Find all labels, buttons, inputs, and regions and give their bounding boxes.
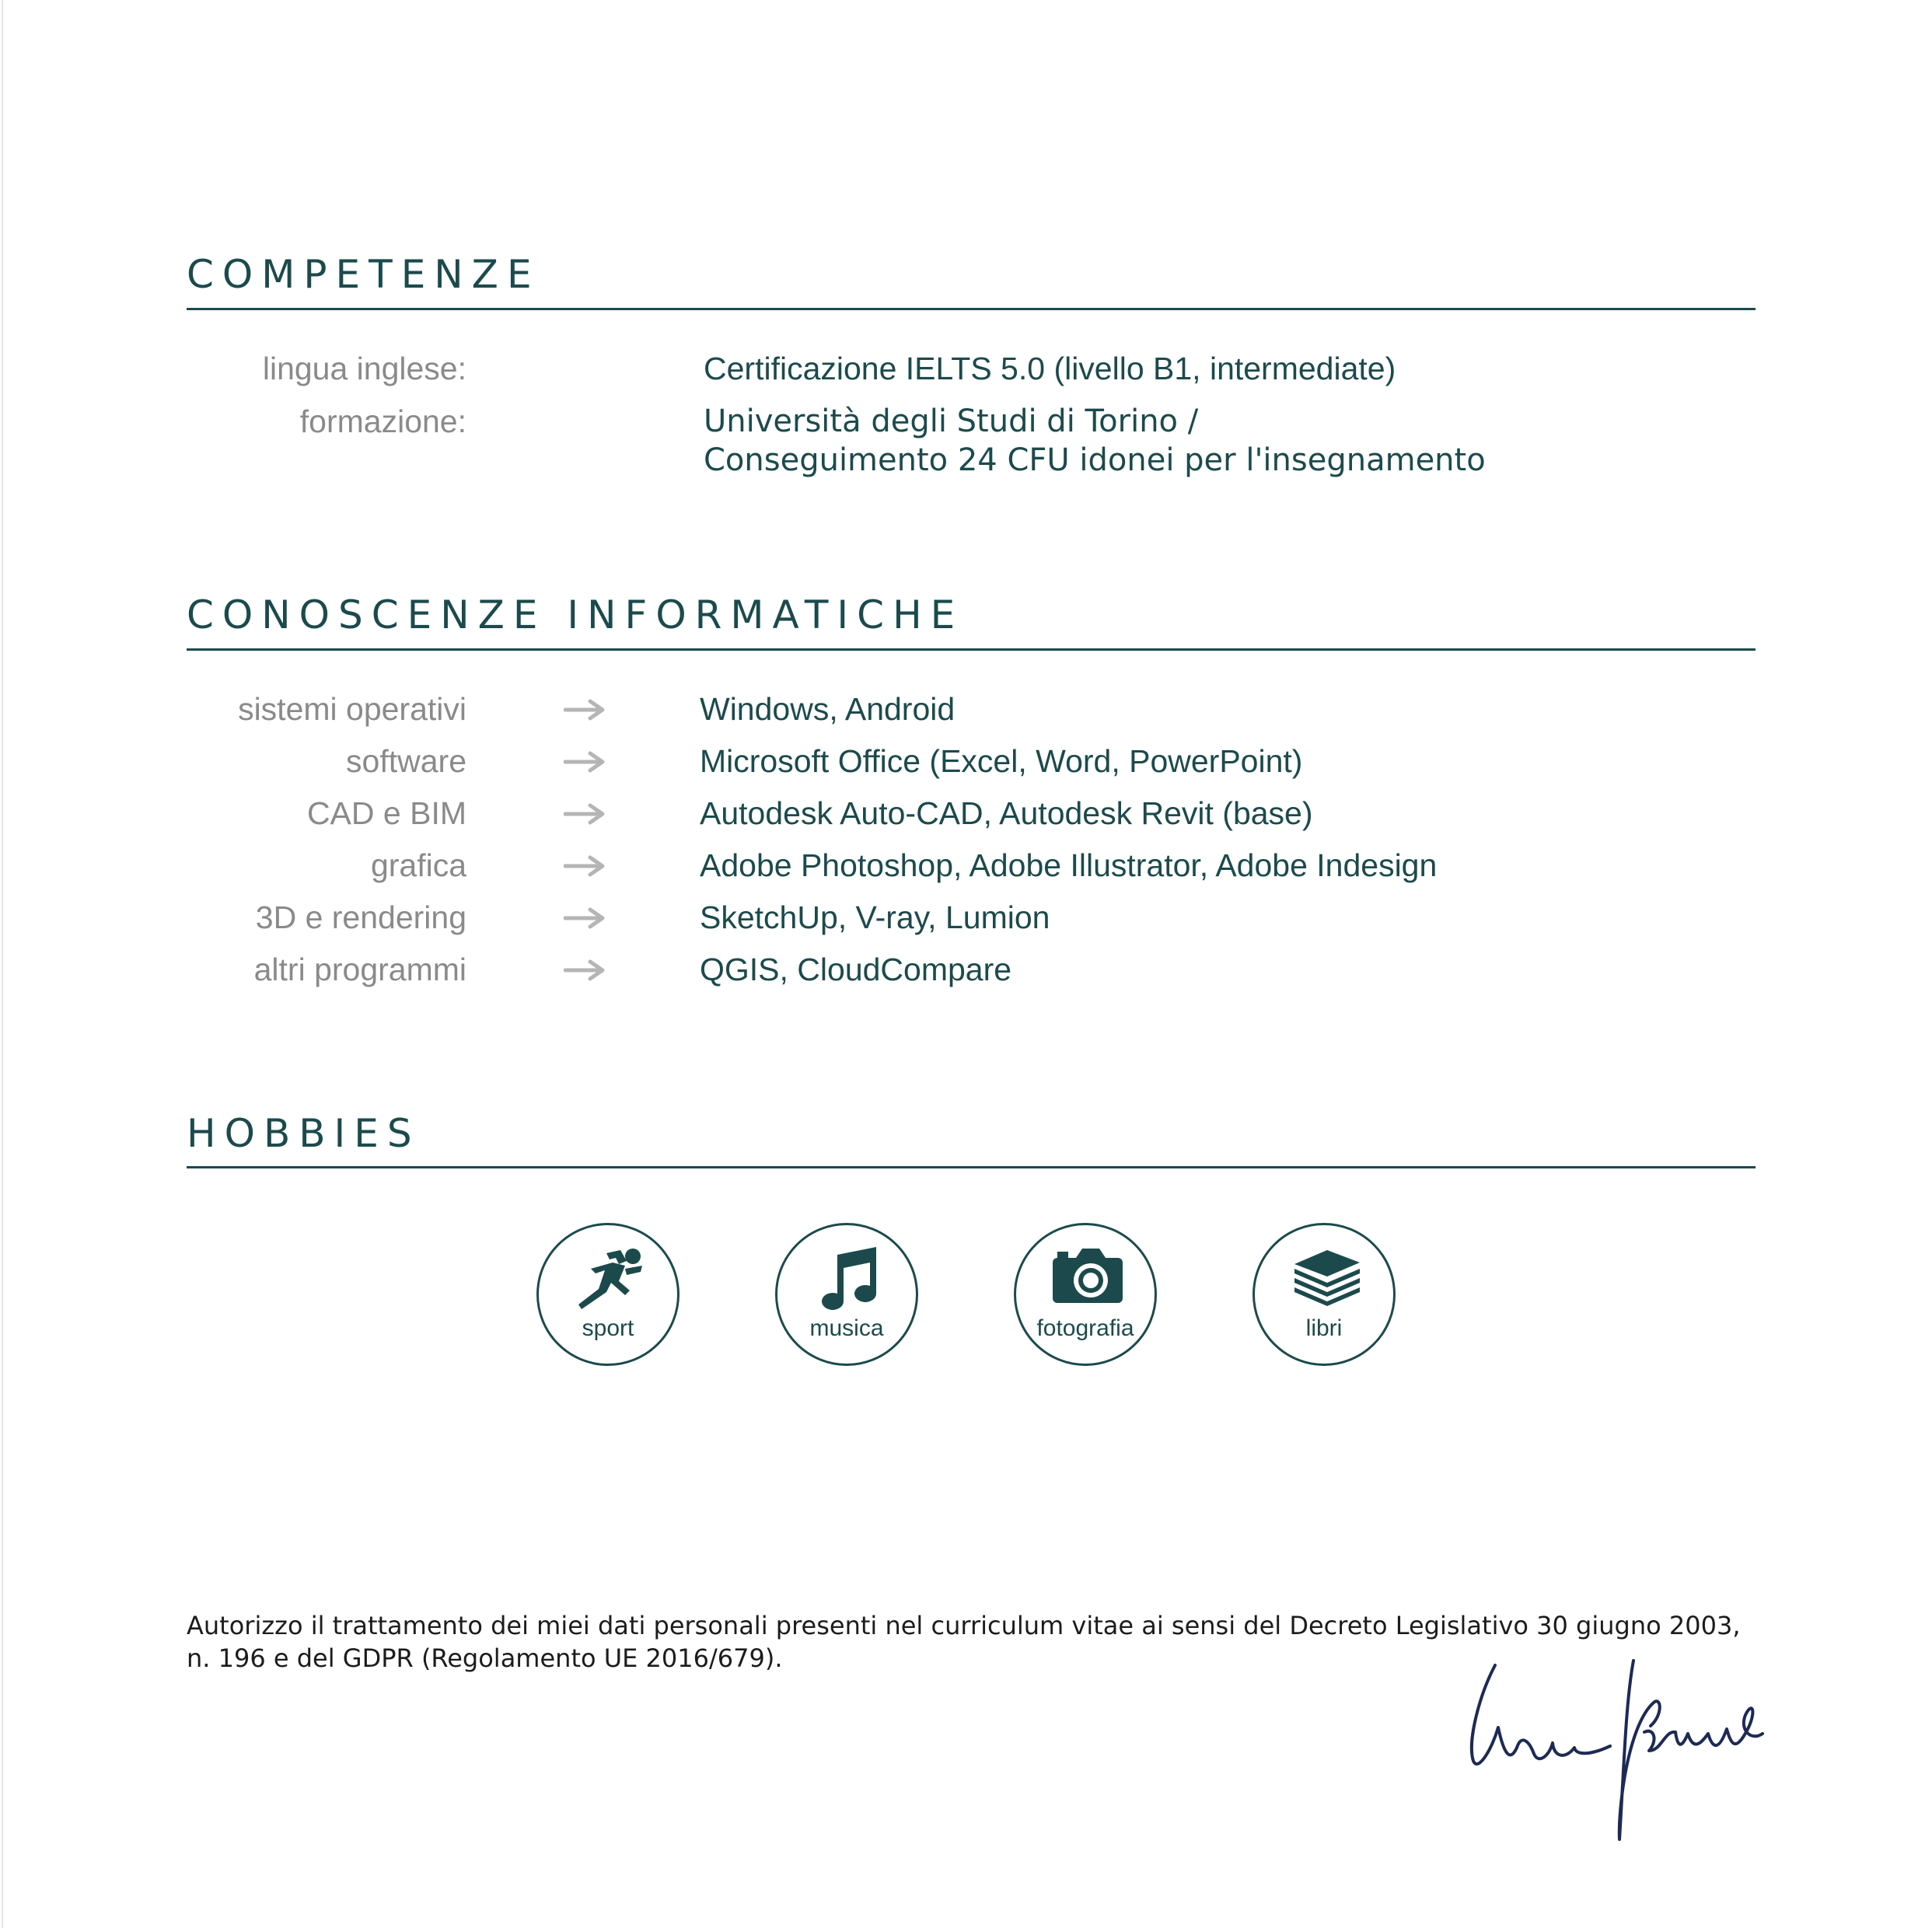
section-title-hobbies: HOBBIES — [187, 1111, 421, 1156]
arrow-right-icon — [564, 959, 607, 982]
hobby-label-sport: sport — [582, 1315, 634, 1341]
section-divider-informatica — [187, 648, 1756, 651]
books-icon — [1291, 1245, 1361, 1315]
section-divider-competenze — [187, 308, 1756, 310]
arrow-right-icon — [564, 802, 607, 826]
arrow-right-icon — [564, 854, 607, 878]
arrow-right-icon — [564, 906, 607, 930]
label-altri-programmi: altri programmi — [253, 952, 466, 987]
value-lingua-inglese: Certificazione IELTS 5.0 (livello B1, intermediate) — [704, 351, 1396, 386]
camera-icon — [1053, 1245, 1123, 1315]
hobby-label-libri: libri — [1305, 1315, 1343, 1341]
signature-image — [1458, 1656, 1769, 1850]
arrow-right-icon — [564, 750, 607, 774]
value-sistemi-operativi: Windows, Android — [700, 691, 956, 727]
value-altri-programmi: QGIS, CloudCompare — [700, 952, 1012, 987]
hobby-musica — [775, 1223, 918, 1366]
hobby-sport — [536, 1223, 680, 1366]
value-3d-e-rendering: SketchUp, V-ray, Lumion — [700, 899, 1050, 935]
hobby-label-fotografia: fotografia — [1036, 1315, 1134, 1341]
value-formazione-line-1: Università degli Studi di Torino / — [704, 403, 1199, 439]
privacy-consent-text: Autorizzo il trattamento dei miei dati personali presenti nel curriculum vitae ai sensi del Decreto Legislativo 30 giugno 2003, n. 196 e del GDPR (Regolamento UE 2016/679). — [187, 1611, 1741, 1673]
label-3d-e-rendering: 3D e rendering — [255, 899, 466, 935]
hobby-fotografia — [1014, 1223, 1157, 1366]
value-grafica: Adobe Photoshop, Adobe Illustrator, Adobe Indesign — [700, 847, 1438, 883]
value-formazione-line-2: Conseguimento 24 CFU idonei per l'insegnamento — [704, 442, 1486, 478]
section-divider-hobbies — [187, 1166, 1756, 1168]
hobby-libri — [1252, 1223, 1396, 1366]
value-cad-e-bim: Autodesk Auto-CAD, Autodesk Revit (base) — [700, 795, 1313, 831]
label-sistemi-operativi: sistemi operativi — [238, 691, 466, 727]
music-note-icon — [814, 1245, 884, 1315]
arrow-right-icon — [564, 698, 607, 721]
section-title-conoscenze-informatiche: CONOSCENZE INFORMATICHE — [187, 592, 964, 637]
label-lingua-inglese: lingua inglese: — [262, 351, 466, 386]
label-grafica: grafica — [370, 847, 466, 883]
hobby-label-musica: musica — [809, 1315, 884, 1341]
page-edge-line — [2, 0, 3, 1928]
label-software: software — [346, 743, 466, 779]
label-cad-e-bim: CAD e BIM — [306, 795, 466, 831]
section-title-competenze: COMPETENZE — [187, 252, 540, 297]
label-formazione: formazione: — [299, 403, 466, 439]
value-software: Microsoft Office (Excel, Word, PowerPoint) — [700, 743, 1303, 779]
runner-icon — [575, 1245, 645, 1315]
